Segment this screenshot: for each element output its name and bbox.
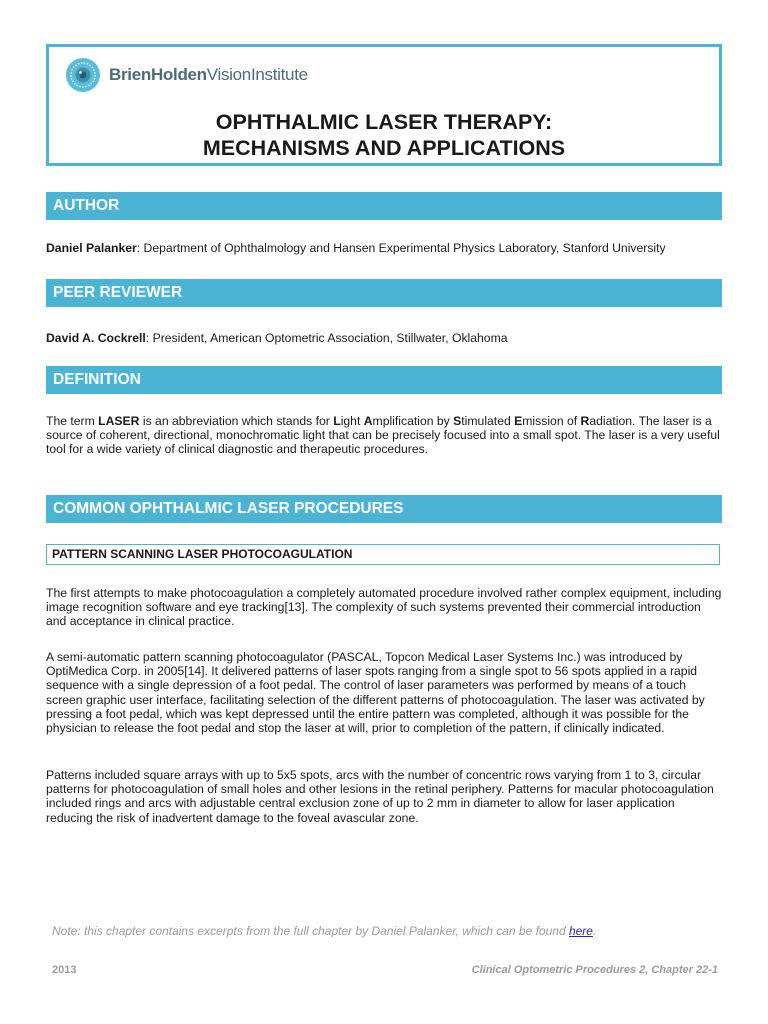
def-laser: LASER: [98, 414, 140, 428]
logo-wordmark: [109, 65, 308, 85]
def-text-1: The term: [46, 414, 99, 428]
def-text-6: mission of: [522, 414, 581, 428]
note-text: Note: this chapter contains excerpts from the full chapter by Daniel Palanker, which can be found: [52, 924, 569, 938]
def-letter-s: S: [453, 414, 462, 428]
reviewer-text: [46, 331, 722, 345]
eye-logo-icon: [65, 57, 101, 93]
paragraph-3: Patterns included square arrays with up to 5x5 spots, arcs with the number of concentric rows varying from 1 to 3, circular patterns for photocoagulation of small holes and other lesions in the retinal periphery. Patterns for macular photocoagulation included rings and arcs with adjustable central exclusion zone of up to 2 mm in diameter to allow for laser application reducing the risk of inadvertent damage to the foveal avascular zone.: [46, 768, 714, 825]
def-letter-l: L: [333, 414, 341, 428]
author-text: [46, 241, 722, 255]
def-text-7: adiation. The laser is a source of coherent, directional, monochromatic light that can be precisely focused into a small spot. The laser is a very useful tool for a wide variety of clinical diagnostic and therapeutic procedures.: [46, 414, 720, 457]
reviewer-affiliation: : President, American Optometric Association, Stillwater, Oklahoma: [145, 331, 508, 345]
document-title: [49, 109, 719, 161]
footer-chapter: Clinical Optometric Procedures 2, Chapter 22-1: [471, 964, 718, 976]
def-letter-e: E: [514, 414, 523, 428]
author-name: Daniel Palanker: [46, 241, 137, 255]
definition-text: [46, 414, 722, 457]
title-line-2: MECHANISMS AND APPLICATIONS: [202, 136, 566, 160]
chapter-note: [52, 924, 596, 938]
footer-year: 2013: [52, 964, 77, 976]
definition-heading: DEFINITION: [46, 366, 722, 394]
author-affiliation: : Department of Ophthalmology and Hansen Experimental Physics Laboratory, Stanford University: [136, 241, 666, 255]
reviewer-heading: PEER REVIEWER: [46, 279, 722, 307]
title-box: [46, 44, 722, 166]
def-text-2: is an abbreviation which stands for: [139, 414, 334, 428]
institute-logo: [65, 57, 308, 93]
reviewer-name: David A. Cockrell: [46, 331, 146, 345]
paragraph-2: A semi-automatic pattern scanning photocoagulator (PASCAL, Topcon Medical Laser Systems Inc.) was introduced by OptiMedica Corp. in 2005[14]. It delivered patterns of laser spots ranging from a single spot to 56 spots applied in a rapid sequence with a single depression of a foot pedal. The control of laser parameters was performed by means of a touch screen graphic user interface, facilitating selection of the different patterns of photocoagulation. The laser was activated by pressing a foot pedal, which was kept depressed until the entire pattern was completed, although it was possible for the physician to release the foot pedal and stop the laser at will, prior to completion of the pattern, if clinically indicated.: [46, 650, 705, 736]
procedures-heading: COMMON OPHTHALMIC LASER PROCEDURES: [46, 495, 722, 523]
def-letter-a: A: [363, 414, 373, 428]
note-end: .: [592, 924, 597, 938]
def-text-4: mplification by: [372, 414, 454, 428]
pattern-scanning-subheading: PATTERN SCANNING LASER PHOTOCOAGULATION: [46, 544, 720, 565]
logo-text-bold: BrienHolden: [109, 65, 207, 84]
paragraph-1: The first attempts to make photocoagulation a completely automated procedure involved rather complex equipment, including image recognition software and eye tracking[13]. The complexity of such systems prevented their commercial introduction and acceptance in clinical practice.: [46, 586, 722, 629]
author-heading: AUTHOR: [46, 192, 722, 220]
def-text-5: timulated: [461, 414, 515, 428]
title-line-1: OPHTHALMIC LASER THERAPY:: [215, 110, 553, 134]
def-letter-r: R: [580, 414, 590, 428]
logo-text-regular: VisionInstitute: [206, 65, 308, 84]
here-link[interactable]: here: [568, 924, 593, 938]
def-text-3: ight: [340, 414, 364, 428]
